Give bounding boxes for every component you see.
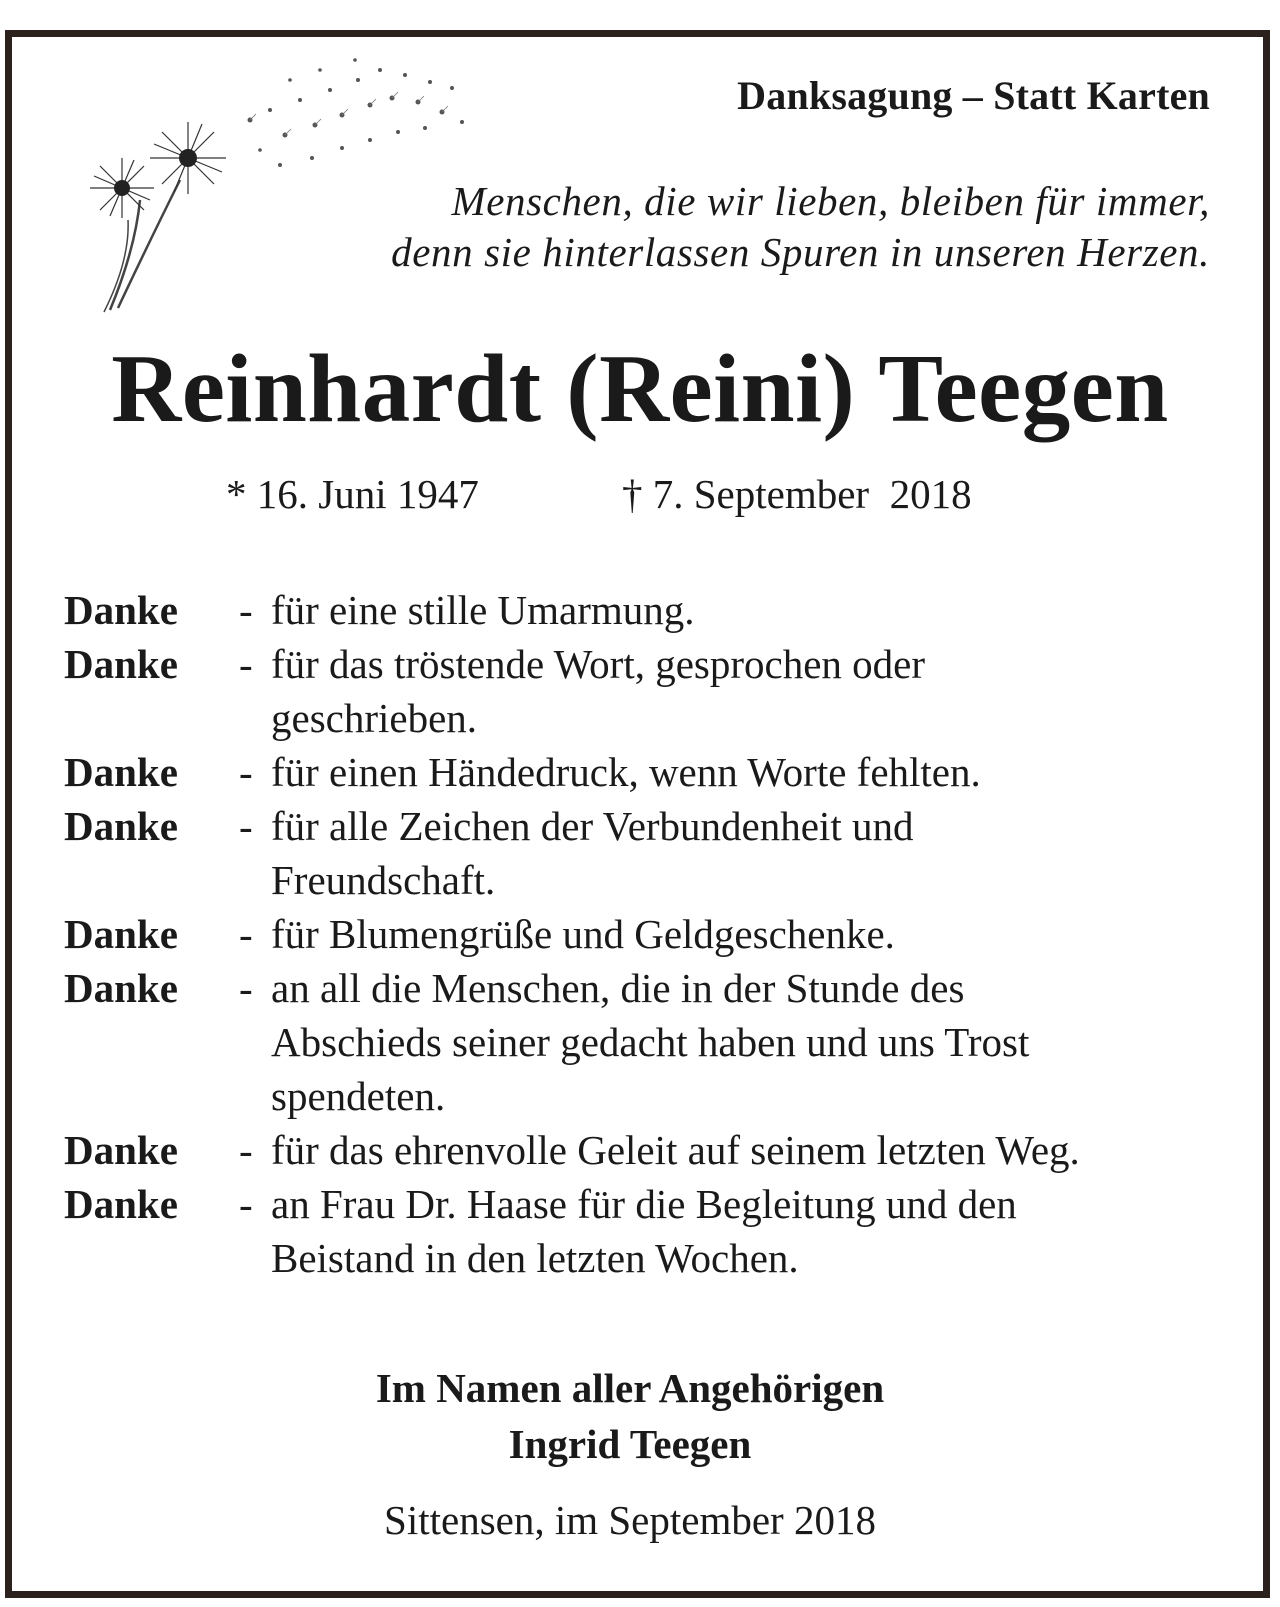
thanks-line: für das tröstende Wort, gesprochen oder	[271, 641, 926, 687]
thanks-item	[64, 745, 1244, 799]
closing-place-date: Sittensen, im September 2018	[384, 1497, 876, 1543]
thanks-dash: -	[239, 1127, 253, 1173]
death-date: † 7. September 2018	[622, 471, 972, 517]
thanks-text	[271, 745, 1244, 799]
thanks-word: Danke	[64, 1127, 178, 1173]
thanks-line: für das ehrenvolle Geleit auf seinem letzten Weg.	[271, 1127, 1080, 1173]
thanks-line: geschrieben.	[271, 695, 478, 741]
thanks-line: für alle Zeichen der Verbundenheit und	[271, 803, 914, 849]
birth-date: * 16. Juni 1947	[226, 471, 479, 517]
thanks-word: Danke	[64, 1181, 178, 1227]
thanks-item	[64, 583, 1244, 637]
thanks-text	[271, 1177, 1244, 1285]
thanks-text	[271, 637, 1244, 745]
thanks-line: Beistand in den letzten Wochen.	[271, 1235, 799, 1281]
thanks-list	[64, 583, 1244, 1285]
header-label: Danksagung – Statt Karten	[737, 73, 1210, 118]
thanks-line: für einen Händedruck, wenn Worte fehlten.	[271, 749, 981, 795]
thanks-dash: -	[239, 803, 253, 849]
thanks-word: Danke	[64, 911, 178, 957]
deceased-name: Reinhardt (Reini) Teegen	[111, 335, 1169, 442]
thanks-line: Abschieds seiner gedacht haben und uns Trost	[271, 1019, 1030, 1065]
thanks-word: Danke	[64, 803, 178, 849]
signature-line-name: Ingrid Teegen	[508, 1421, 752, 1467]
thanks-text	[271, 583, 1244, 637]
thanks-line: an Frau Dr. Haase für die Begleitung und den	[271, 1181, 1017, 1227]
thanks-text	[271, 1123, 1244, 1177]
thanks-line: Freundschaft.	[271, 857, 496, 903]
thanks-item	[64, 1123, 1244, 1177]
thanks-word: Danke	[64, 749, 178, 795]
thanks-word: Danke	[64, 965, 178, 1011]
thanks-dash: -	[239, 1181, 253, 1227]
signature-line-family: Im Namen aller Angehörigen	[375, 1365, 885, 1411]
signature	[0, 1360, 1260, 1472]
thanks-item	[64, 961, 1244, 1123]
thanks-line: für Blumengrüße und Geldgeschenke.	[271, 911, 895, 957]
thanks-dash: -	[239, 965, 253, 1011]
thanks-item	[64, 1177, 1244, 1285]
thanks-line: spendeten.	[271, 1073, 446, 1119]
thanks-line: an all die Menschen, die in der Stunde des	[271, 965, 965, 1011]
thanks-dash: -	[239, 587, 253, 633]
thanks-dash: -	[239, 641, 253, 687]
motto-line: Menschen, die wir lieben, bleiben für immer,	[451, 178, 1210, 224]
thanks-item	[64, 907, 1244, 961]
thanks-item	[64, 799, 1244, 907]
thanks-word: Danke	[64, 641, 178, 687]
thanks-dash: -	[239, 911, 253, 957]
thanks-line: für eine stille Umarmung.	[271, 587, 695, 633]
thanks-word: Danke	[64, 587, 178, 633]
thanks-text	[271, 799, 1244, 907]
motto-line: denn sie hinterlassen Spuren in unseren Herzen.	[391, 229, 1210, 275]
motto-quote	[391, 176, 1210, 278]
thanks-item	[64, 637, 1244, 745]
thanks-text	[271, 907, 1244, 961]
thanks-text	[271, 961, 1244, 1123]
thanks-dash: -	[239, 749, 253, 795]
